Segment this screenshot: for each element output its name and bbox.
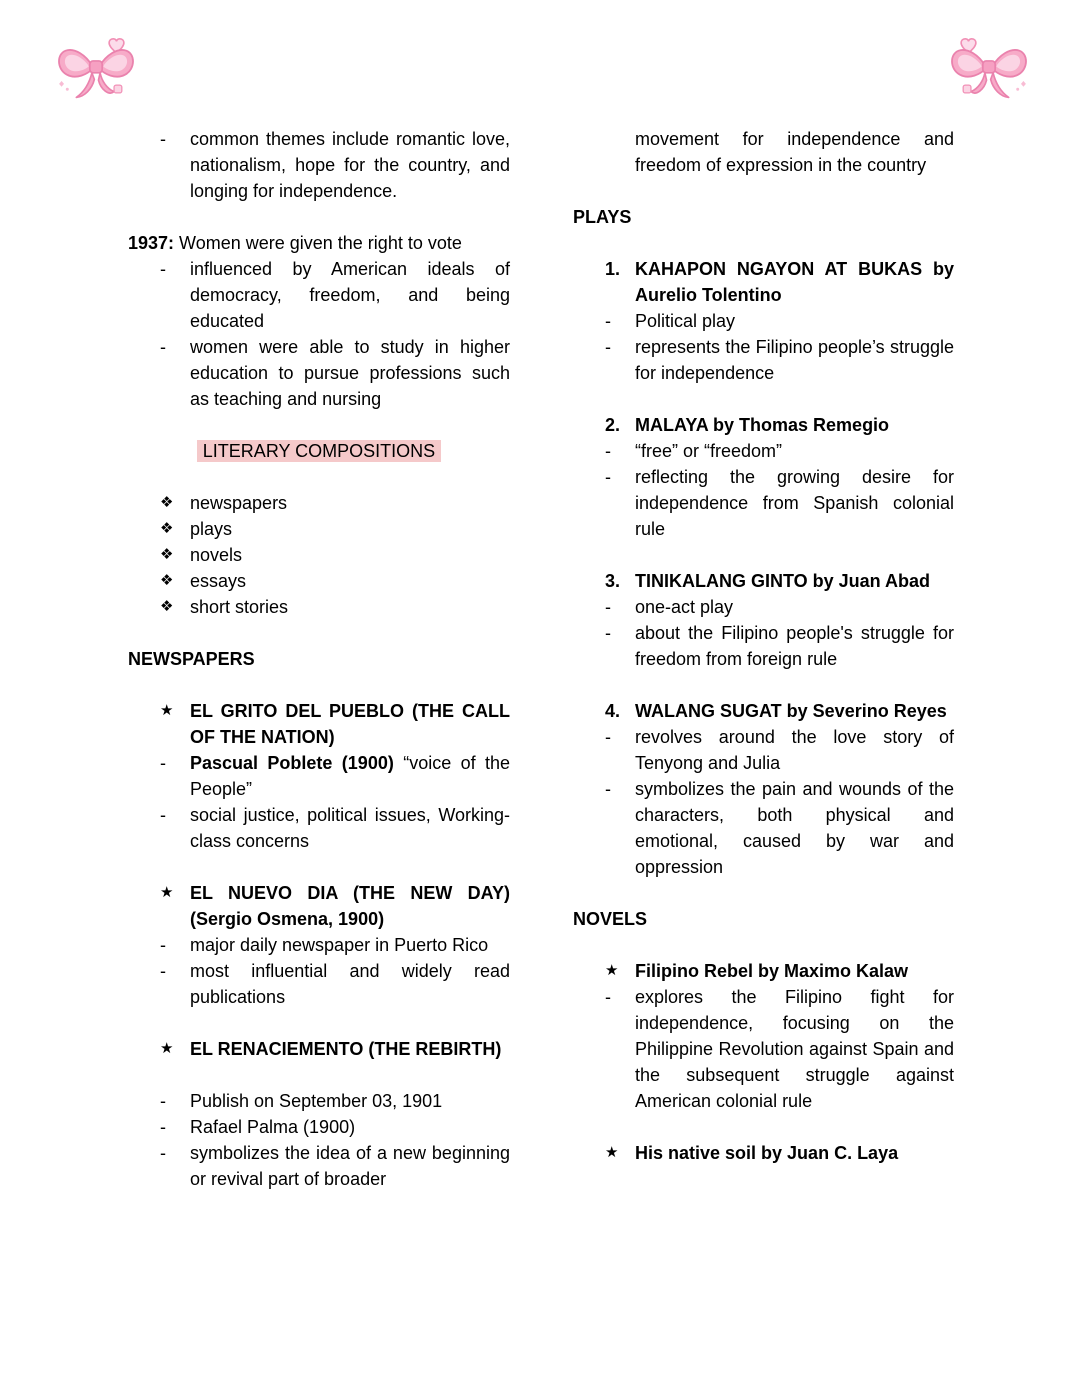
number-bullet: 3. [605, 571, 621, 591]
literary-compositions-title: LITERARY COMPOSITIONS [197, 440, 441, 462]
diamond-bullet: ❖ [160, 598, 174, 615]
play-walang-sugat [573, 698, 954, 880]
newspaper-el-nuevo-dia [128, 880, 510, 1010]
list-item [128, 802, 510, 854]
list-item [573, 334, 954, 386]
highlighted-title-line [128, 438, 510, 464]
dash-bullet: - [160, 337, 166, 357]
list-item [573, 308, 954, 334]
diamond-bullet: ❖ [160, 494, 174, 511]
novel-filipino-rebel [573, 958, 954, 1114]
list-item [573, 984, 954, 1114]
newspaper-el-renaciemento [128, 1036, 510, 1192]
dash-bullet: - [605, 441, 611, 461]
dash-bullet: - [605, 311, 611, 331]
bow-knot [90, 61, 102, 73]
list-item [573, 464, 954, 542]
list-item [128, 256, 510, 334]
list-item [128, 1140, 510, 1192]
diamond-bullet: ❖ [160, 572, 174, 589]
list-item-text: short stories [190, 597, 289, 617]
list-item-text: symbolizes the idea of a new beginning or revival part of broader [190, 1143, 510, 1189]
list-item-text: essays [190, 571, 247, 591]
dash-bullet: - [160, 1143, 166, 1163]
list-item [128, 594, 510, 620]
newspaper-title-item [128, 880, 510, 932]
number-bullet: 1. [605, 259, 621, 279]
play-title: TINIKALANG GINTO by Juan Abad [635, 571, 931, 591]
list-item-text: “free” or “freedom” [635, 441, 783, 461]
list-item-text: plays [190, 519, 233, 539]
dash-bullet: - [605, 623, 611, 643]
dash-bullet: - [605, 987, 611, 1007]
sparkle-icon [114, 85, 122, 93]
play-title-item [573, 698, 954, 724]
dash-bullet: - [605, 779, 611, 799]
list-item-text: most influential and widely read publications [190, 961, 510, 1007]
quote-text: “voice of the People” [190, 753, 511, 799]
list-item [128, 958, 510, 1010]
novel-title: His native soil by Juan C. Laya [635, 1143, 899, 1163]
dash-bullet: - [160, 129, 166, 149]
play-title-item [573, 568, 954, 594]
play-title-item [573, 412, 954, 438]
sparkle-icon [66, 88, 69, 91]
list-item [573, 776, 954, 880]
list-item-text: common themes include romantic love, nationalism, hope for the country, and longing for independence. [190, 129, 510, 201]
dash-bullet: - [160, 805, 166, 825]
list-item [128, 750, 510, 802]
sparkle-icon [1021, 81, 1026, 87]
novel-title-item [573, 958, 954, 984]
list-item-text: symbolizes the pain and wounds of the characters, both physical and emotional, caused by war and oppression [635, 779, 954, 877]
list-item [128, 1114, 510, 1140]
list-item-text: Rafael Palma (1900) [190, 1117, 356, 1137]
list-item-text: one-act play [635, 597, 734, 617]
newspaper-title: EL RENACIEMENTO (THE REBIRTH) [190, 1039, 502, 1059]
sparkle-icon [1016, 88, 1019, 91]
pink-bow-icon [948, 28, 1030, 116]
list-item-text: social justice, political issues, Working-class concerns [190, 805, 510, 851]
play-kahapon [573, 256, 954, 386]
novel-title-item [573, 1140, 954, 1166]
continuation-paragraph: movement for independence and freedom of expression in the country [635, 129, 954, 175]
newspaper-title-item [128, 1036, 510, 1062]
list-item-text: Political play [635, 311, 736, 331]
play-tinikalang [573, 568, 954, 672]
right-column [573, 126, 954, 1192]
list-item-text: revolves around the love story of Tenyong and Julia [635, 727, 954, 773]
dash-bullet: - [605, 727, 611, 747]
intro-bullet-block [128, 126, 510, 204]
left-column [128, 126, 510, 1218]
sparkle-icon [59, 81, 64, 87]
year-label: 1937: [128, 233, 175, 253]
pink-bow-icon [55, 28, 137, 116]
list-item [128, 126, 510, 204]
sparkle-icon [963, 85, 971, 93]
play-title-item [573, 256, 954, 308]
number-bullet: 4. [605, 701, 621, 721]
list-item [573, 724, 954, 776]
diamond-bullet: ❖ [160, 520, 174, 537]
star-bullet: ★ [160, 884, 174, 901]
play-title: MALAYA by Thomas Remegio [635, 415, 890, 435]
newspaper-el-grito [128, 698, 510, 854]
dash-bullet: - [160, 1091, 166, 1111]
list-item [128, 1088, 510, 1114]
bow-knot [983, 61, 995, 73]
dash-bullet: - [605, 467, 611, 487]
list-item [128, 334, 510, 412]
list-item [128, 516, 510, 542]
list-item [128, 932, 510, 958]
newspaper-title: EL NUEVO DIA (THE NEW DAY) (Sergio Osmena, 1900) [190, 883, 510, 929]
novel-his-native-soil [573, 1140, 954, 1166]
dash-bullet: - [160, 935, 166, 955]
novel-title: Filipino Rebel by Maximo Kalaw [635, 961, 909, 981]
list-item-text: Publish on September 03, 1901 [190, 1091, 443, 1111]
pink-bow-graphic [55, 28, 137, 116]
list-item [573, 620, 954, 672]
diamond-bullet: ❖ [160, 546, 174, 563]
dash-bullet: - [160, 753, 166, 773]
list-item-text: reflecting the growing desire for independence from Spanish colonial rule [635, 467, 954, 539]
star-bullet: ★ [605, 1144, 619, 1161]
number-bullet: 2. [605, 415, 621, 435]
dash-bullet: - [160, 259, 166, 279]
play-title: WALANG SUGAT by Severino Reyes [635, 701, 947, 721]
star-bullet: ★ [160, 1040, 174, 1057]
list-item [128, 490, 510, 516]
star-bullet: ★ [160, 702, 174, 719]
list-item [128, 568, 510, 594]
newspapers-heading: NEWSPAPERS [128, 649, 255, 669]
compositions-list [128, 490, 510, 620]
play-title: KAHAPON NGAYON AT BUKAS by Aurelio Tolentino [635, 259, 954, 305]
newspaper-title: EL GRITO DEL PUEBLO (THE CALL OF THE NATION) [190, 701, 510, 747]
year-text: Women were given the right to vote [174, 233, 462, 253]
plays-heading: PLAYS [573, 207, 632, 227]
year-1937-block [128, 230, 510, 412]
novels-heading: NOVELS [573, 909, 648, 929]
list-item [573, 594, 954, 620]
list-item-text: explores the Filipino fight for independence, focusing on the Philippine Revolution against Spain and the subsequent struggle against American colonial rule [635, 987, 954, 1111]
pink-bow-graphic [948, 28, 1030, 116]
list-item-text [190, 750, 510, 802]
list-item-text: newspapers [190, 493, 288, 513]
dash-bullet: - [160, 961, 166, 981]
star-bullet: ★ [605, 962, 619, 979]
list-item-text: major daily newspaper in Puerto Rico [190, 935, 489, 955]
list-item-text: influenced by American ideals of democracy, freedom, and being educated [190, 259, 510, 331]
list-item-text: women were able to study in higher education to pursue professions such as teaching and nursing [190, 337, 510, 409]
dash-bullet: - [605, 597, 611, 617]
list-item [573, 438, 954, 464]
dash-bullet: - [160, 1117, 166, 1137]
list-item-text: about the Filipino people's struggle for freedom from foreign rule [635, 623, 954, 669]
dash-bullet: - [605, 337, 611, 357]
newspaper-title-item [128, 698, 510, 750]
author-name: Pascual Poblete (1900) [190, 753, 394, 773]
play-malaya [573, 412, 954, 542]
list-item-text: represents the Filipino people’s struggle for independence [635, 337, 954, 383]
list-item-text: novels [190, 545, 243, 565]
year-heading [128, 230, 510, 256]
list-item [128, 542, 510, 568]
